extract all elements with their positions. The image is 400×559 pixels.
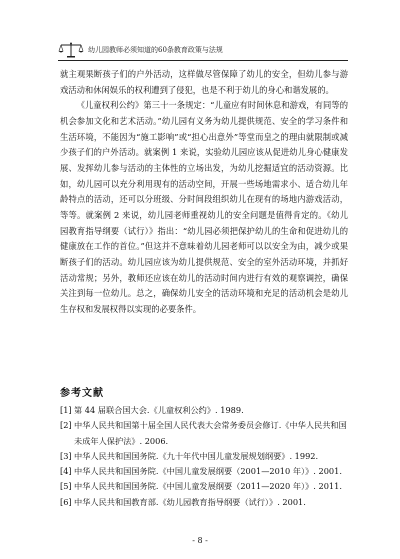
references-heading: 参考文献 <box>60 388 104 399</box>
page-number: - 8 - <box>192 536 208 545</box>
reference-item <box>60 449 348 464</box>
reference-list <box>60 403 348 510</box>
reference-text: 中华人民共和国国务院.《中国儿童发展纲要（2001—2010 年）》. 2001. <box>74 466 342 477</box>
page-header <box>58 42 350 60</box>
reference-item <box>60 403 348 418</box>
reference-number: [6] <box>60 496 72 507</box>
reference-number: [3] <box>60 450 72 461</box>
reference-text: 中华人民共和国国务院.《中国儿童发展纲要（2011—2020 年）》. 2011. <box>74 481 342 492</box>
body-text <box>60 67 348 318</box>
reference-text: 第 44 届联合国大会.《儿童权利公约》. 1989. <box>74 405 244 415</box>
reference-item <box>60 479 348 494</box>
reference-text: 中华人民共和国教育部.《幼儿园教育指导纲要（试行）》. 2001. <box>74 496 306 507</box>
reference-item <box>60 495 348 510</box>
reference-item <box>60 464 348 479</box>
reference-text: 中华人民共和国国务院.《九十年代中国儿童发展规划纲要》. 1992. <box>74 450 319 461</box>
paragraph: 《儿童权利公约》第三十一条规定：“儿童应有时间休息和游戏，有同等的机会参加文化和艺术活动。”幼儿园有义务为幼儿提供规范、安全的学习条件和生活环境，不能因为“施工影响”或“担心出意外”等堂而皇之的理由就限制或减少孩子们的户外活动。就案例 1 来说，实验幼儿园应该从促进幼儿身心健康发展、发挥幼儿参与活动的主体性的立场出发，为幼儿挖掘适宜的活动资源。比如，幼儿园可以充分利用现有的活动空间，开展一些场地需求小、适合幼儿年龄特点的活动，还可以分班级、分时间段组织幼儿在现有的场地内游戏活动，等等。就案例 2 来说，幼儿园老师重视幼儿的安全问题是值得肯定的。《幼儿园教育指导纲要（试行）》指出：“幼儿园必须把保护幼儿的生命和促进幼儿的健康放在工作的首位。”但这并不意味着幼儿园老师可以以安全为由，减少或果断孩子们的活动。幼儿园应该为幼儿提供规范、安全的室外活动环境，并抓好活动常规；另外，教师还应该在幼儿的活动时间内进行有效的观察调控，确保关注到每一位幼儿。总之，确保幼儿安全的活动环境和充足的活动机会是幼儿生存权和发展权得以实现的必要条件。 <box>60 100 348 314</box>
paragraph: 就主观果断孩子们的户外活动，这样做尽管保障了幼儿的安全，但幼儿参与游戏活动和休闲娱乐的权利遭到了侵犯，也是不利于幼儿的身心和谐发展的。 <box>60 69 348 95</box>
reference-number: [2] <box>60 420 72 431</box>
header-title: 幼儿园教师必须知道的60条教育政策与法规 <box>88 46 223 54</box>
reference-item <box>60 418 348 449</box>
reference-text: 中华人民共和国第十届全国人民代表大会常务委员会修订.《中华人民共和国未成年人保护法》. 2006. <box>74 420 347 446</box>
scale-of-justice-icon <box>58 42 84 58</box>
reference-number: [4] <box>60 466 72 477</box>
reference-number: [1] <box>60 405 72 415</box>
reference-number: [5] <box>60 481 72 492</box>
header-divider <box>58 60 348 61</box>
